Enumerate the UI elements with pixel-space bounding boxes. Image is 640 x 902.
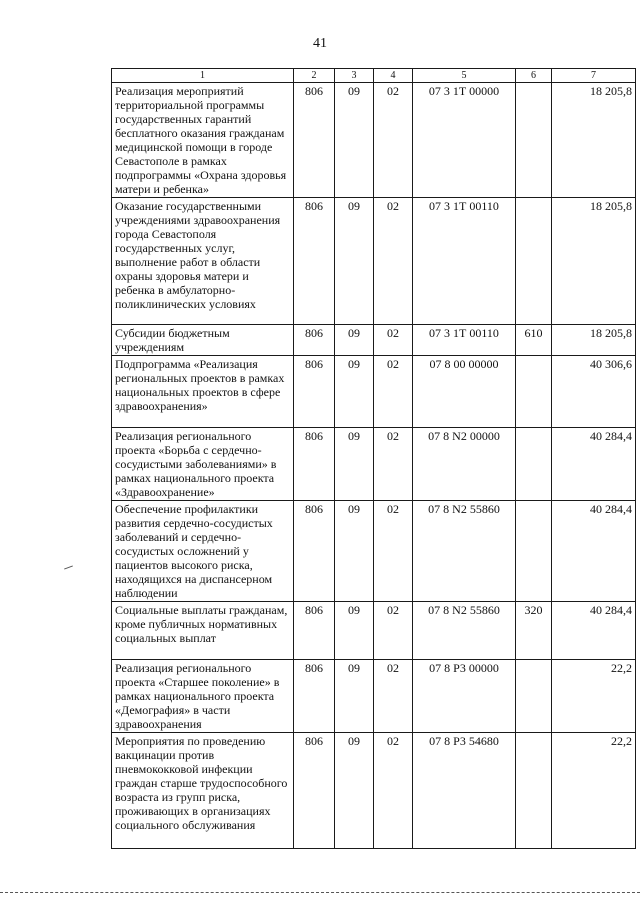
- col-header-7: 7: [552, 69, 636, 83]
- row-csr: 07 8 P3 00000: [413, 660, 516, 733]
- table-row: [112, 198, 636, 325]
- row-pr: 02: [374, 660, 413, 733]
- row-vr: 320: [516, 602, 552, 660]
- row-rz: 09: [335, 83, 374, 198]
- row-gr: 806: [294, 428, 335, 501]
- row-amount: 18 205,8: [552, 325, 636, 356]
- row-name: Социальные выплаты гражданам, кроме публичных нормативных социальных выплат: [112, 602, 294, 660]
- row-csr: 07 8 N2 00000: [413, 428, 516, 501]
- row-amount: 40 284,4: [552, 428, 636, 501]
- row-pr: 02: [374, 356, 413, 428]
- row-vr: [516, 733, 552, 849]
- row-vr: [516, 356, 552, 428]
- row-amount: 22,2: [552, 660, 636, 733]
- row-amount: 22,2: [552, 733, 636, 849]
- col-header-1: 1: [112, 69, 294, 83]
- row-csr: 07 8 N2 55860: [413, 602, 516, 660]
- row-rz: 09: [335, 602, 374, 660]
- row-pr: 02: [374, 501, 413, 602]
- row-vr: [516, 428, 552, 501]
- row-rz: 09: [335, 325, 374, 356]
- table-row: [112, 660, 636, 733]
- row-name: Подпрограмма «Реализация региональных проектов в рамках национальных проектов в сфере здравоохранения»: [112, 356, 294, 428]
- row-pr: 02: [374, 428, 413, 501]
- table-row: [112, 501, 636, 602]
- row-pr: 02: [374, 198, 413, 325]
- row-pr: 02: [374, 733, 413, 849]
- row-name: Реализация регионального проекта «Старшее поколение» в рамках национального проекта «Демография» в части здравоохранения: [112, 660, 294, 733]
- col-header-4: 4: [374, 69, 413, 83]
- row-vr: 610: [516, 325, 552, 356]
- table-header: [112, 69, 636, 83]
- row-amount: 40 306,6: [552, 356, 636, 428]
- row-name: Субсидии бюджетным учреждениям: [112, 325, 294, 356]
- row-amount: 18 205,8: [552, 198, 636, 325]
- table-body: [112, 83, 636, 849]
- row-name: Реализация регионального проекта «Борьба с сердечно-сосудистыми заболеваниями» в рамках национального проекта «Здравоохранение»: [112, 428, 294, 501]
- table-row: [112, 733, 636, 849]
- row-gr: 806: [294, 501, 335, 602]
- row-gr: 806: [294, 198, 335, 325]
- scan-bottom-edge: [0, 892, 640, 893]
- table-row: [112, 83, 636, 198]
- table-row: [112, 325, 636, 356]
- row-name: Обеспечение профилактики развития сердечно-сосудистых заболеваний и сердечно-сосудистых осложнений у пациентов высокого риска, находящихся на диспансерном наблюдении: [112, 501, 294, 602]
- table-row: [112, 356, 636, 428]
- row-amount: 40 284,4: [552, 602, 636, 660]
- row-gr: 806: [294, 83, 335, 198]
- row-amount: 18 205,8: [552, 83, 636, 198]
- budget-table: [111, 68, 636, 849]
- row-rz: 09: [335, 501, 374, 602]
- row-csr: 07 3 1Т 00110: [413, 198, 516, 325]
- row-csr: 07 8 N2 55860: [413, 501, 516, 602]
- row-rz: 09: [335, 660, 374, 733]
- table-row: [112, 602, 636, 660]
- row-pr: 02: [374, 325, 413, 356]
- row-gr: 806: [294, 356, 335, 428]
- row-rz: 09: [335, 356, 374, 428]
- row-rz: 09: [335, 428, 374, 501]
- row-gr: 806: [294, 660, 335, 733]
- row-pr: 02: [374, 602, 413, 660]
- col-header-5: 5: [413, 69, 516, 83]
- table-row: [112, 428, 636, 501]
- row-vr: [516, 83, 552, 198]
- row-vr: [516, 198, 552, 325]
- col-header-3: 3: [335, 69, 374, 83]
- row-gr: 806: [294, 733, 335, 849]
- row-csr: 07 8 P3 54680: [413, 733, 516, 849]
- row-name: Оказание государственными учреждениями здравоохранения города Севастополя государственных услуг, выполнение работ в области охраны здоровья матери и ребенка в амбулаторно-поликлинических условиях: [112, 198, 294, 325]
- row-gr: 806: [294, 602, 335, 660]
- row-rz: 09: [335, 733, 374, 849]
- row-name: Реализация мероприятий территориальной программы государственных гарантий бесплатного оказания гражданам медицинской помощи в городе Севастополе в рамках подпрограммы «Охрана здоровья матери и ребенка»: [112, 83, 294, 198]
- stray-pen-mark: [64, 565, 73, 569]
- page-number: 41: [313, 36, 327, 51]
- row-csr: 07 3 1Т 00110: [413, 325, 516, 356]
- row-pr: 02: [374, 83, 413, 198]
- header-row: [112, 69, 636, 83]
- row-rz: 09: [335, 198, 374, 325]
- row-vr: [516, 501, 552, 602]
- row-csr: 07 8 00 00000: [413, 356, 516, 428]
- row-csr: 07 3 1Т 00000: [413, 83, 516, 198]
- row-name: Мероприятия по проведению вакцинации против пневмококковой инфекции граждан старше трудоспособного возраста из групп риска, проживающих в организациях социального обслуживания: [112, 733, 294, 849]
- row-amount: 40 284,4: [552, 501, 636, 602]
- row-gr: 806: [294, 325, 335, 356]
- row-vr: [516, 660, 552, 733]
- col-header-6: 6: [516, 69, 552, 83]
- col-header-2: 2: [294, 69, 335, 83]
